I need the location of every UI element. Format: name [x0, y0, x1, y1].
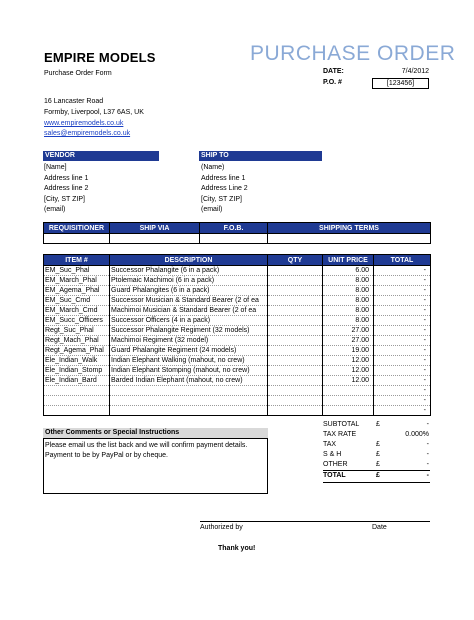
other-currency: £: [376, 461, 380, 468]
table-row: [44, 316, 431, 326]
other-label: OTHER: [323, 461, 348, 468]
vendor-block: [44, 163, 88, 216]
description-cell[interactable]: Guard Phalangites (6 in a pack): [110, 286, 268, 296]
qty-cell[interactable]: [268, 306, 323, 316]
item-number-cell[interactable]: Ele_Indian_Bard: [44, 376, 110, 386]
address-line-1: 16 Lancaster Road: [44, 98, 104, 105]
company-name: EMPIRE MODELS: [44, 50, 156, 65]
tax-currency: £: [376, 441, 380, 448]
item-number-cell[interactable]: Regt_Suc_Phal: [44, 326, 110, 336]
signature-date-label: Date: [372, 524, 387, 531]
total-cell[interactable]: -: [374, 386, 431, 396]
total-cell[interactable]: -: [374, 286, 431, 296]
total-cell[interactable]: -: [374, 276, 431, 286]
comments-header: Other Comments or Special Instructions: [43, 428, 268, 438]
tax-value: -: [426, 441, 429, 448]
shipping-terms-header: SHIPPING TERMS: [268, 223, 431, 234]
description-cell[interactable]: Barded Indian Elephant (mahout, no crew): [110, 376, 268, 386]
signature-line: [200, 521, 430, 522]
item-number-cell[interactable]: Regt_Mach_Phal: [44, 336, 110, 346]
unit-price-cell[interactable]: 19.00: [323, 346, 374, 356]
unit-price-cell[interactable]: 12.00: [323, 366, 374, 376]
address-line-2: Formby, Liverpool, L37 6AS, UK: [44, 109, 144, 116]
table-row: [44, 386, 431, 396]
unit-price-cell[interactable]: 27.00: [323, 336, 374, 346]
comments-line-2: Payment to be by PayPal or by cheque.: [45, 452, 168, 459]
total-divider: [323, 470, 430, 471]
ship-via-header: SHIP VIA: [110, 223, 200, 234]
table-row: [44, 396, 431, 406]
total-underline: [323, 482, 430, 483]
total-cell[interactable]: -: [374, 326, 431, 336]
unit-price-cell[interactable]: 27.00: [323, 326, 374, 336]
ship-to-line: [City, ST ZIP]: [201, 195, 242, 203]
total-cell[interactable]: -: [374, 406, 431, 416]
fob-cell[interactable]: [200, 234, 268, 244]
unit-price-cell[interactable]: 8.00: [323, 306, 374, 316]
ship-to-block: [201, 163, 248, 216]
table-row: [44, 356, 431, 366]
item-number-cell[interactable]: EM_March_Phal: [44, 276, 110, 286]
total-cell[interactable]: -: [374, 306, 431, 316]
ship-to-line: (Name): [201, 164, 225, 171]
ship-to-header: SHIP TO: [199, 151, 322, 161]
date-value: 7/4/2012: [401, 68, 429, 75]
table-row: [44, 346, 431, 356]
subtotal-label: SUBTOTAL: [323, 421, 360, 428]
table-row: [44, 366, 431, 376]
qty-cell[interactable]: [268, 406, 323, 416]
qty-cell[interactable]: [268, 336, 323, 346]
description-cell[interactable]: [110, 396, 268, 406]
vendor-line: [City, ST ZIP]: [44, 195, 85, 203]
ship-to-line: (email): [201, 206, 223, 213]
table-row: [44, 336, 431, 346]
description-header: DESCRIPTION: [110, 255, 268, 266]
total-cell[interactable]: -: [374, 396, 431, 406]
item-number-cell[interactable]: EM_Suc_Phal: [44, 266, 110, 276]
qty-cell[interactable]: [268, 346, 323, 356]
total-value: -: [426, 472, 429, 479]
qty-header: QTY: [268, 255, 323, 266]
qty-cell[interactable]: [268, 326, 323, 336]
qty-cell[interactable]: [268, 296, 323, 306]
item-number-cell[interactable]: EM_Succ_Officers: [44, 316, 110, 326]
ship-to-line: Address Line 2: [201, 185, 248, 192]
total-cell[interactable]: -: [374, 346, 431, 356]
vendor-line: Address line 2: [44, 185, 89, 192]
unit-price-cell[interactable]: [323, 396, 374, 406]
description-cell[interactable]: Indian Elephant Stomping (mahout, no crew): [110, 366, 268, 376]
table-row: [44, 406, 431, 416]
form-subtitle: Purchase Order Form: [44, 70, 112, 77]
table-row: [44, 276, 431, 286]
comments-line-1: Please email us the list back and we will confirm payment details.: [45, 442, 248, 449]
ship-to-line: Address line 1: [201, 174, 246, 182]
description-cell[interactable]: Machimoi Regiment (32 model): [110, 336, 268, 346]
table-row: [44, 266, 431, 276]
tax-rate-label: TAX RATE: [323, 431, 357, 438]
website-link[interactable]: www.empiremodels.co.uk: [44, 120, 124, 127]
unit-price-cell[interactable]: 12.00: [323, 356, 374, 366]
description-cell[interactable]: Successor Officers (4 in a pack): [110, 316, 268, 326]
authorized-by-label: Authorized by: [200, 524, 243, 531]
item-number-cell[interactable]: [44, 406, 110, 416]
total-cell[interactable]: -: [374, 356, 431, 366]
description-cell[interactable]: Successor Musician & Standard Bearer (2 of ea: [110, 296, 268, 306]
unit-price-cell[interactable]: 6.00: [323, 266, 374, 276]
tax-label: TAX: [323, 441, 337, 448]
po-label: P.O. #: [323, 79, 342, 86]
description-cell[interactable]: Guard Phalangite Regiment (24 models): [110, 346, 268, 356]
qty-cell[interactable]: [268, 376, 323, 386]
description-cell[interactable]: Successor Phalangite Regiment (32 models): [110, 326, 268, 336]
email-link[interactable]: sales@empiremodels.co.uk: [44, 130, 131, 137]
item-number-cell[interactable]: Ele_Indian_Walk: [44, 356, 110, 366]
qty-cell[interactable]: [268, 316, 323, 326]
qty-cell[interactable]: [268, 266, 323, 276]
description-cell[interactable]: Indian Elephant Walking (mahout, no crew): [110, 356, 268, 366]
tax-rate-value: 0.000%: [405, 431, 429, 438]
ship-via-cell[interactable]: [110, 234, 200, 244]
unit-price-cell[interactable]: 12.00: [323, 376, 374, 386]
unit-price-cell[interactable]: [323, 386, 374, 396]
other-value: -: [426, 461, 429, 468]
item-number-cell[interactable]: [44, 396, 110, 406]
description-cell[interactable]: Ptolemaic Machimoi (6 in a pack): [110, 276, 268, 286]
unit-price-header: UNIT PRICE: [323, 255, 374, 266]
unit-price-cell[interactable]: [323, 406, 374, 416]
subtotal-currency: £: [376, 421, 380, 428]
unit-price-cell[interactable]: 8.00: [323, 286, 374, 296]
item-number-cell[interactable]: Ele_Indian_Stomp: [44, 366, 110, 376]
comments-box[interactable]: [43, 438, 268, 494]
vendor-header: VENDOR: [43, 151, 159, 161]
total-cell[interactable]: -: [374, 316, 431, 326]
requisitioner-header: REQUISITIONER: [44, 223, 110, 234]
table-row: [44, 306, 431, 316]
vendor-line: Address line 1: [44, 174, 89, 182]
qty-cell[interactable]: [268, 366, 323, 376]
item-number-cell[interactable]: EM_Agema_Phal: [44, 286, 110, 296]
description-cell[interactable]: Machimoi Musician & Standard Bearer (2 of ea: [110, 306, 268, 316]
shipping-table: [43, 222, 431, 244]
page-title: PURCHASE ORDER: [250, 42, 456, 65]
description-cell[interactable]: [110, 386, 268, 396]
total-currency: £: [376, 472, 380, 479]
po-value: [123456]: [372, 78, 429, 89]
vendor-line: [Name]: [44, 164, 67, 171]
sh-currency: £: [376, 451, 380, 458]
qty-cell[interactable]: [268, 396, 323, 406]
fob-header: F.O.B.: [200, 223, 268, 234]
table-row: [44, 326, 431, 336]
total-cell[interactable]: -: [374, 376, 431, 386]
requisitioner-cell[interactable]: [44, 234, 110, 244]
shipping-terms-cell[interactable]: [268, 234, 431, 244]
total-header: TOTAL: [374, 255, 431, 266]
total-cell[interactable]: -: [374, 336, 431, 346]
qty-cell[interactable]: [268, 386, 323, 396]
date-label: DATE:: [323, 68, 344, 75]
item-number-cell[interactable]: EM_March_Cmd: [44, 306, 110, 316]
table-row: [44, 376, 431, 386]
sh-value: -: [426, 451, 429, 458]
item-number-cell[interactable]: Regt_Agema_Phal: [44, 346, 110, 356]
table-row: [44, 296, 431, 306]
item-number-cell[interactable]: EM_Suc_Cmd: [44, 296, 110, 306]
items-table: [43, 254, 431, 416]
table-row: [44, 286, 431, 296]
qty-cell[interactable]: [268, 356, 323, 366]
unit-price-cell[interactable]: 8.00: [323, 276, 374, 286]
total-cell[interactable]: -: [374, 266, 431, 276]
total-label: TOTAL: [323, 472, 346, 479]
qty-cell[interactable]: [268, 286, 323, 296]
total-cell[interactable]: -: [374, 366, 431, 376]
vendor-line: (email): [44, 206, 66, 213]
description-cell[interactable]: Successor Phalangite (6 in a pack): [110, 266, 268, 276]
sh-label: S & H: [323, 451, 342, 458]
total-cell[interactable]: -: [374, 296, 431, 306]
subtotal-value: -: [426, 421, 429, 428]
item-number-header: ITEM #: [44, 255, 110, 266]
item-number-cell[interactable]: [44, 386, 110, 396]
description-cell[interactable]: [110, 406, 268, 416]
thank-you-text: Thank you!: [218, 545, 256, 552]
unit-price-cell[interactable]: 8.00: [323, 296, 374, 306]
unit-price-cell[interactable]: 8.00: [323, 316, 374, 326]
qty-cell[interactable]: [268, 276, 323, 286]
